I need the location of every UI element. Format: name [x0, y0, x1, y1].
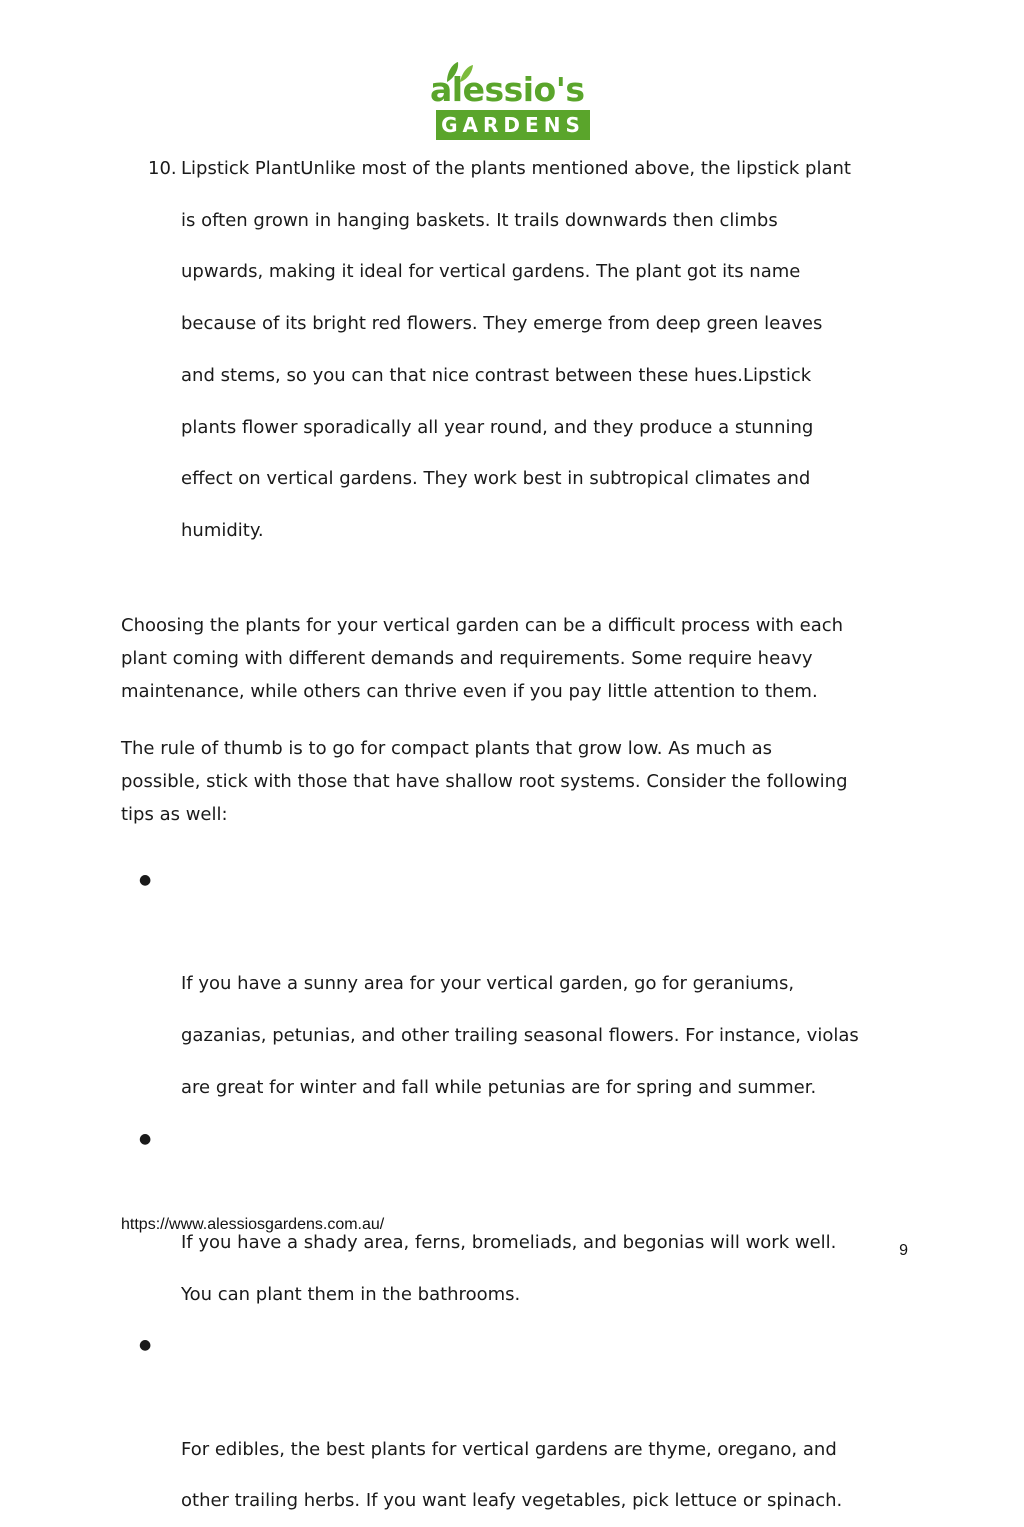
- footer-url-link[interactable]: https://www.alessiosgardens.com.au/: [121, 1216, 385, 1233]
- paragraph: Choosing the plants for your vertical garden can be a difficult process with each plant coming with different demands and requirements. Some require heavy maintenance, while others can thrive even if you pay little attention to them.: [121, 615, 844, 702]
- bullet-item: [121, 1320, 911, 1527]
- bullet-item: [121, 855, 911, 1114]
- tips-bullet-list: [121, 855, 911, 1527]
- list-item-text: Lipstick PlantUnlike most of the plants mentioned above, the lipstick plant is often grown in hanging baskets. It trails downwards then climbs upwards, making it ideal for vertical gardens. The plant got its name because of its bright red flowers. They emerge from deep green leaves and stems, so you can that nice contrast between these hues.Lipstick plants flower sporadically all year round, and they produce a stunning effect on vertical gardens. They work best in subtropical climates and humidity.: [181, 158, 851, 541]
- alessios-gardens-logo: [430, 60, 594, 142]
- logo-wordmark: [430, 60, 594, 110]
- paragraph: The rule of thumb is to go for compact plants that grow low. As much as possible, stick with those that have shallow root systems. Consider the following tips as well:: [121, 738, 848, 825]
- bullet-text: If you have a shady area, ferns, bromeliads, and begonias will work well. You can plant them in the bathrooms.: [181, 1231, 837, 1305]
- page-number: 9: [899, 1242, 908, 1259]
- bullet-icon: ●: [139, 1337, 152, 1354]
- bullet-icon: ●: [139, 1130, 152, 1147]
- list-number: 10.: [148, 158, 177, 179]
- logo-word: alessio's: [430, 70, 585, 109]
- bullet-icon: ●: [139, 872, 152, 888]
- bullet-text: For edibles, the best plants for vertical gardens are thyme, oregano, and other trailing herbs. If you want leafy vegetables, pick lettuce or spinach.: [181, 1438, 843, 1512]
- numbered-list-item: [148, 143, 908, 557]
- bullet-text: If you have a sunny area for your vertical garden, go for geraniums, gazanias, petunias, and other trailing seasonal flowers. For instance, violas are great for winter and fall while petunias are for spring and summer.: [181, 973, 859, 1098]
- logo-subword: GARDENS: [436, 110, 590, 140]
